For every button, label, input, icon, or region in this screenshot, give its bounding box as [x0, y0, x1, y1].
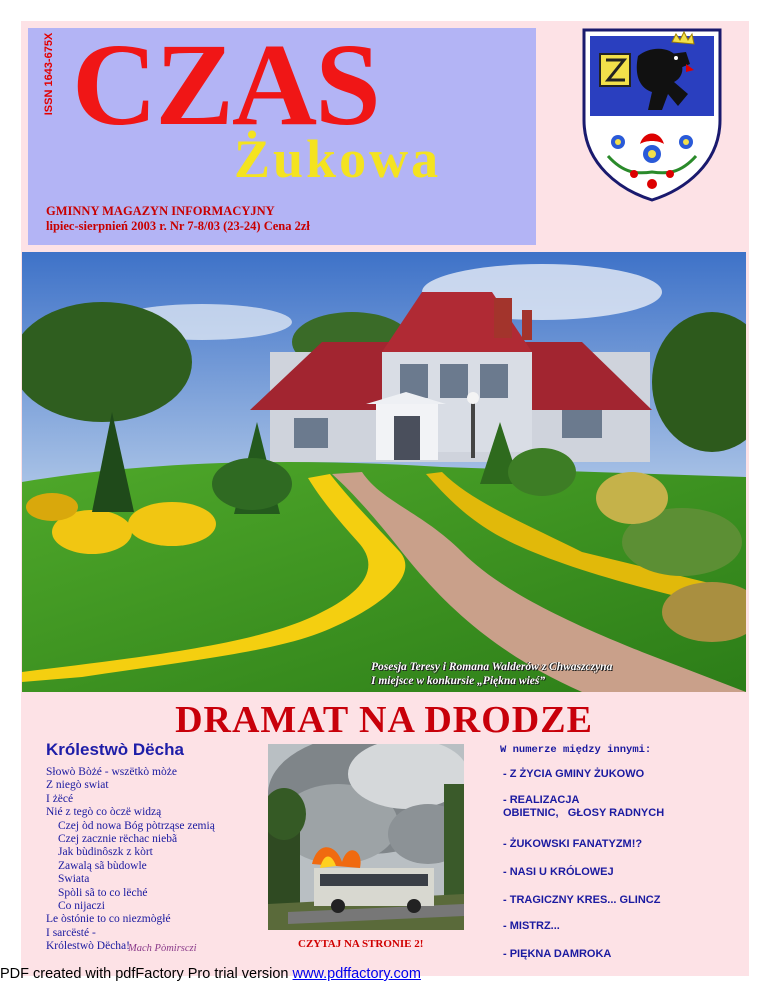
- coat-of-arms-icon: [578, 24, 726, 202]
- contents-item: - NASI U KRÓLOWEJ: [503, 866, 614, 878]
- tagline: GMINNY MAGAZYN INFORMACYJNY: [46, 204, 275, 218]
- contents-item: - MISTRZ...: [503, 920, 560, 932]
- poem-line: Zawalą sã bùdowle: [58, 859, 147, 872]
- caption-line-2: I miejsce w konkursie „Piękna wieś”: [371, 675, 546, 687]
- poem-line: I sarcësté -: [46, 926, 96, 939]
- contents-item: - Z ŻYCIA GMINY ŻUKOWO: [503, 768, 645, 780]
- poem-line: Czej òd nowa Bóg pòtrząse zemią: [58, 819, 215, 832]
- caption-line-1: Posesja Teresy i Romana Walderów z Chwaszczyna: [371, 661, 613, 673]
- poem-line: Nié z tegò co òczë widzą: [46, 806, 162, 819]
- bus-fire-photo: [268, 744, 464, 930]
- poem-line: I żëcé: [46, 792, 74, 805]
- issn-label: ISSN 1643-675X: [43, 32, 55, 116]
- contents-heading: W numerze między innymi:: [500, 744, 652, 756]
- poem-title: Królestwò Dëcha: [46, 740, 184, 759]
- poem-line: Z niegò swiat: [46, 779, 109, 792]
- masthead-title: CZAS: [72, 19, 379, 150]
- contents-item: - TRAGICZNY KRES... GLINCZ: [503, 894, 661, 906]
- poem-line: Królestwò Dëcha!: [46, 940, 130, 953]
- cover-caption: [371, 660, 612, 688]
- poem-line: Słowò Bòżé - wszëtkò mòże: [46, 766, 177, 778]
- headline: DRAMAT NA DRODZE: [175, 699, 593, 741]
- masthead-town: Żukowa: [234, 129, 442, 189]
- footer-link[interactable]: www.pdffactory.com: [292, 966, 421, 982]
- poem-author: Mach Pòmirsczi: [128, 943, 197, 954]
- contents-item: - ŻUKOWSKI FANATYZM!?: [503, 838, 643, 850]
- poem-body: [46, 766, 215, 954]
- poem-line: Jak bùdinôszk z kòrt: [58, 846, 153, 859]
- footer-text: PDF created with pdfFactory Pro trial version: [0, 966, 293, 982]
- read-more-link[interactable]: CZYTAJ NA STRONIE 2!: [298, 938, 424, 950]
- poem-line: Czej zacznie rëchac niebã: [58, 833, 178, 846]
- poem-line: Co nijaczi: [58, 900, 105, 913]
- pdf-footer: [0, 966, 421, 982]
- masthead-subtitle: [46, 204, 310, 234]
- poem-line: Swiata: [58, 873, 90, 886]
- poem-line: Spòli sã to co lëché: [58, 886, 148, 899]
- contents-item: - REALIZACJA OBIETNIC, GŁOSY RADNYCH: [503, 794, 665, 819]
- contents-item: - PIĘKNA DAMROKA: [503, 948, 612, 960]
- cover-photo: [22, 252, 746, 692]
- poem-line: Le òstónie to co niezmògłé: [46, 913, 171, 926]
- issue-line: lipiec-sierpnień 2003 r. Nr 7-8/03 (23-24) Cena 2zł: [46, 219, 310, 233]
